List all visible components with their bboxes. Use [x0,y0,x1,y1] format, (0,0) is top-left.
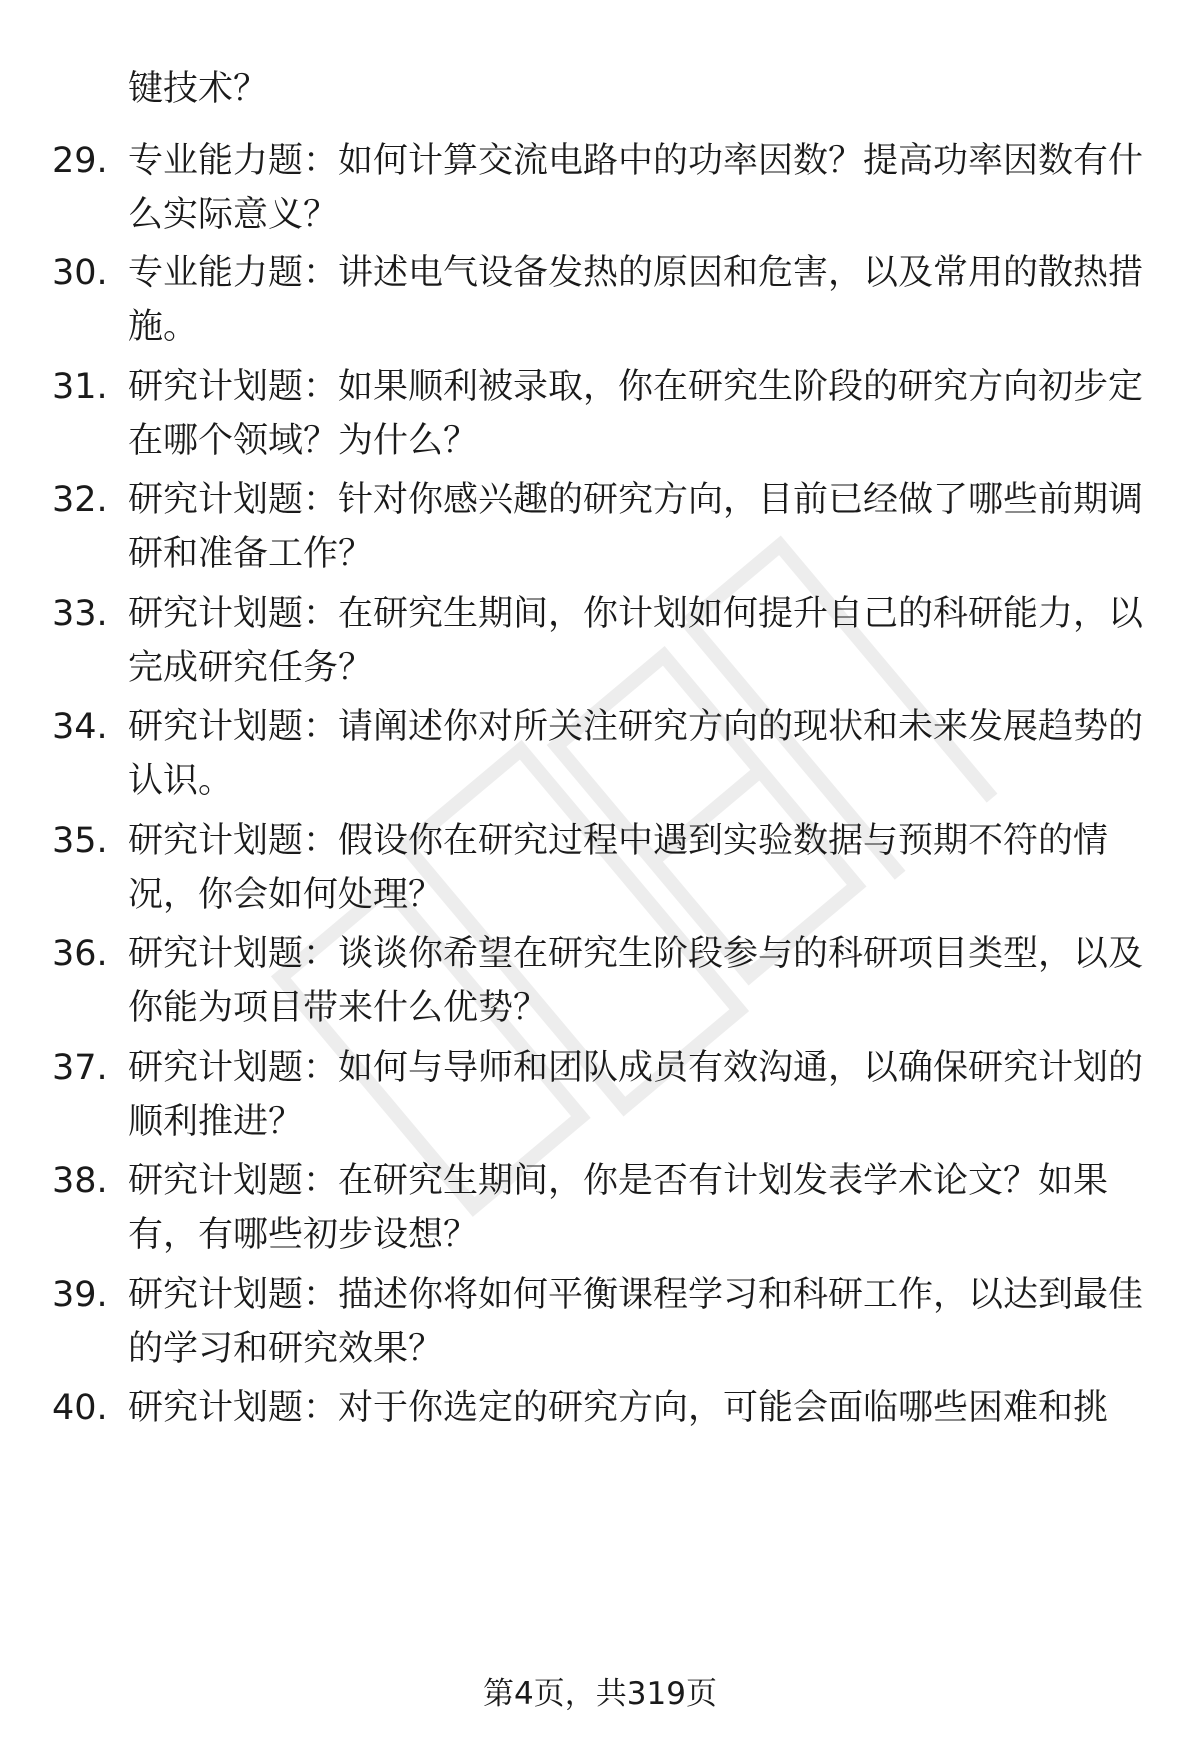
question-number: 33. [52,594,108,634]
question-number: 31. [52,367,108,407]
question-text: 专业能力题：如何计算交流电路中的功率因数？提高功率因数有什么实际意义？ [128,141,1144,235]
question-number: 34. [52,707,108,747]
question-number: 29. [52,141,108,181]
question-text: 研究计划题：描述你将如何平衡课程学习和科研工作，以达到最佳的学习和研究效果？ [128,1275,1144,1369]
question-text: 研究计划题：谈谈你希望在研究生阶段参与的科研项目类型，以及你能为项目带来什么优势？ [128,934,1144,1028]
question-number: 32. [52,480,108,520]
question-number: 30. [52,253,108,293]
question-text: 研究计划题：假设你在研究过程中遇到实验数据与预期不符的情况，你会如何处理？ [128,821,1109,915]
question-number: 38. [52,1161,108,1201]
question-text: 研究计划题：针对你感兴趣的研究方向，目前已经做了哪些前期调研和准备工作？ [128,480,1144,574]
question-number: 35. [52,821,108,861]
question-text: 研究计划题：在研究生期间，你计划如何提升自己的科研能力，以完成研究任务？ [128,594,1144,688]
question-text: 研究计划题：如何与导师和团队成员有效沟通，以确保研究计划的顺利推进？ [128,1048,1144,1142]
question-number: 39. [52,1275,108,1315]
question-number: 37. [52,1048,108,1088]
question-text: 专业能力题：讲述电气设备发热的原因和危害，以及常用的散热措施。 [128,253,1144,347]
question-text: 研究计划题：对于你选定的研究方向，可能会面临哪些困难和挑 [128,1388,1109,1428]
continued-question-text: 键技术？ [128,69,269,109]
question-text: 研究计划题：请阐述你对所关注研究方向的现状和未来发展趋势的认识。 [128,707,1144,801]
question-number: 40. [52,1388,108,1428]
question-text: 研究计划题：如果顺利被录取，你在研究生阶段的研究方向初步定在哪个领域？为什么？ [128,367,1144,461]
question-text: 研究计划题：在研究生期间，你是否有计划发表学术论文？如果有，有哪些初步设想？ [128,1161,1109,1255]
page-footer: 第4页，共319页 [483,1676,717,1712]
question-number: 36. [52,934,108,974]
